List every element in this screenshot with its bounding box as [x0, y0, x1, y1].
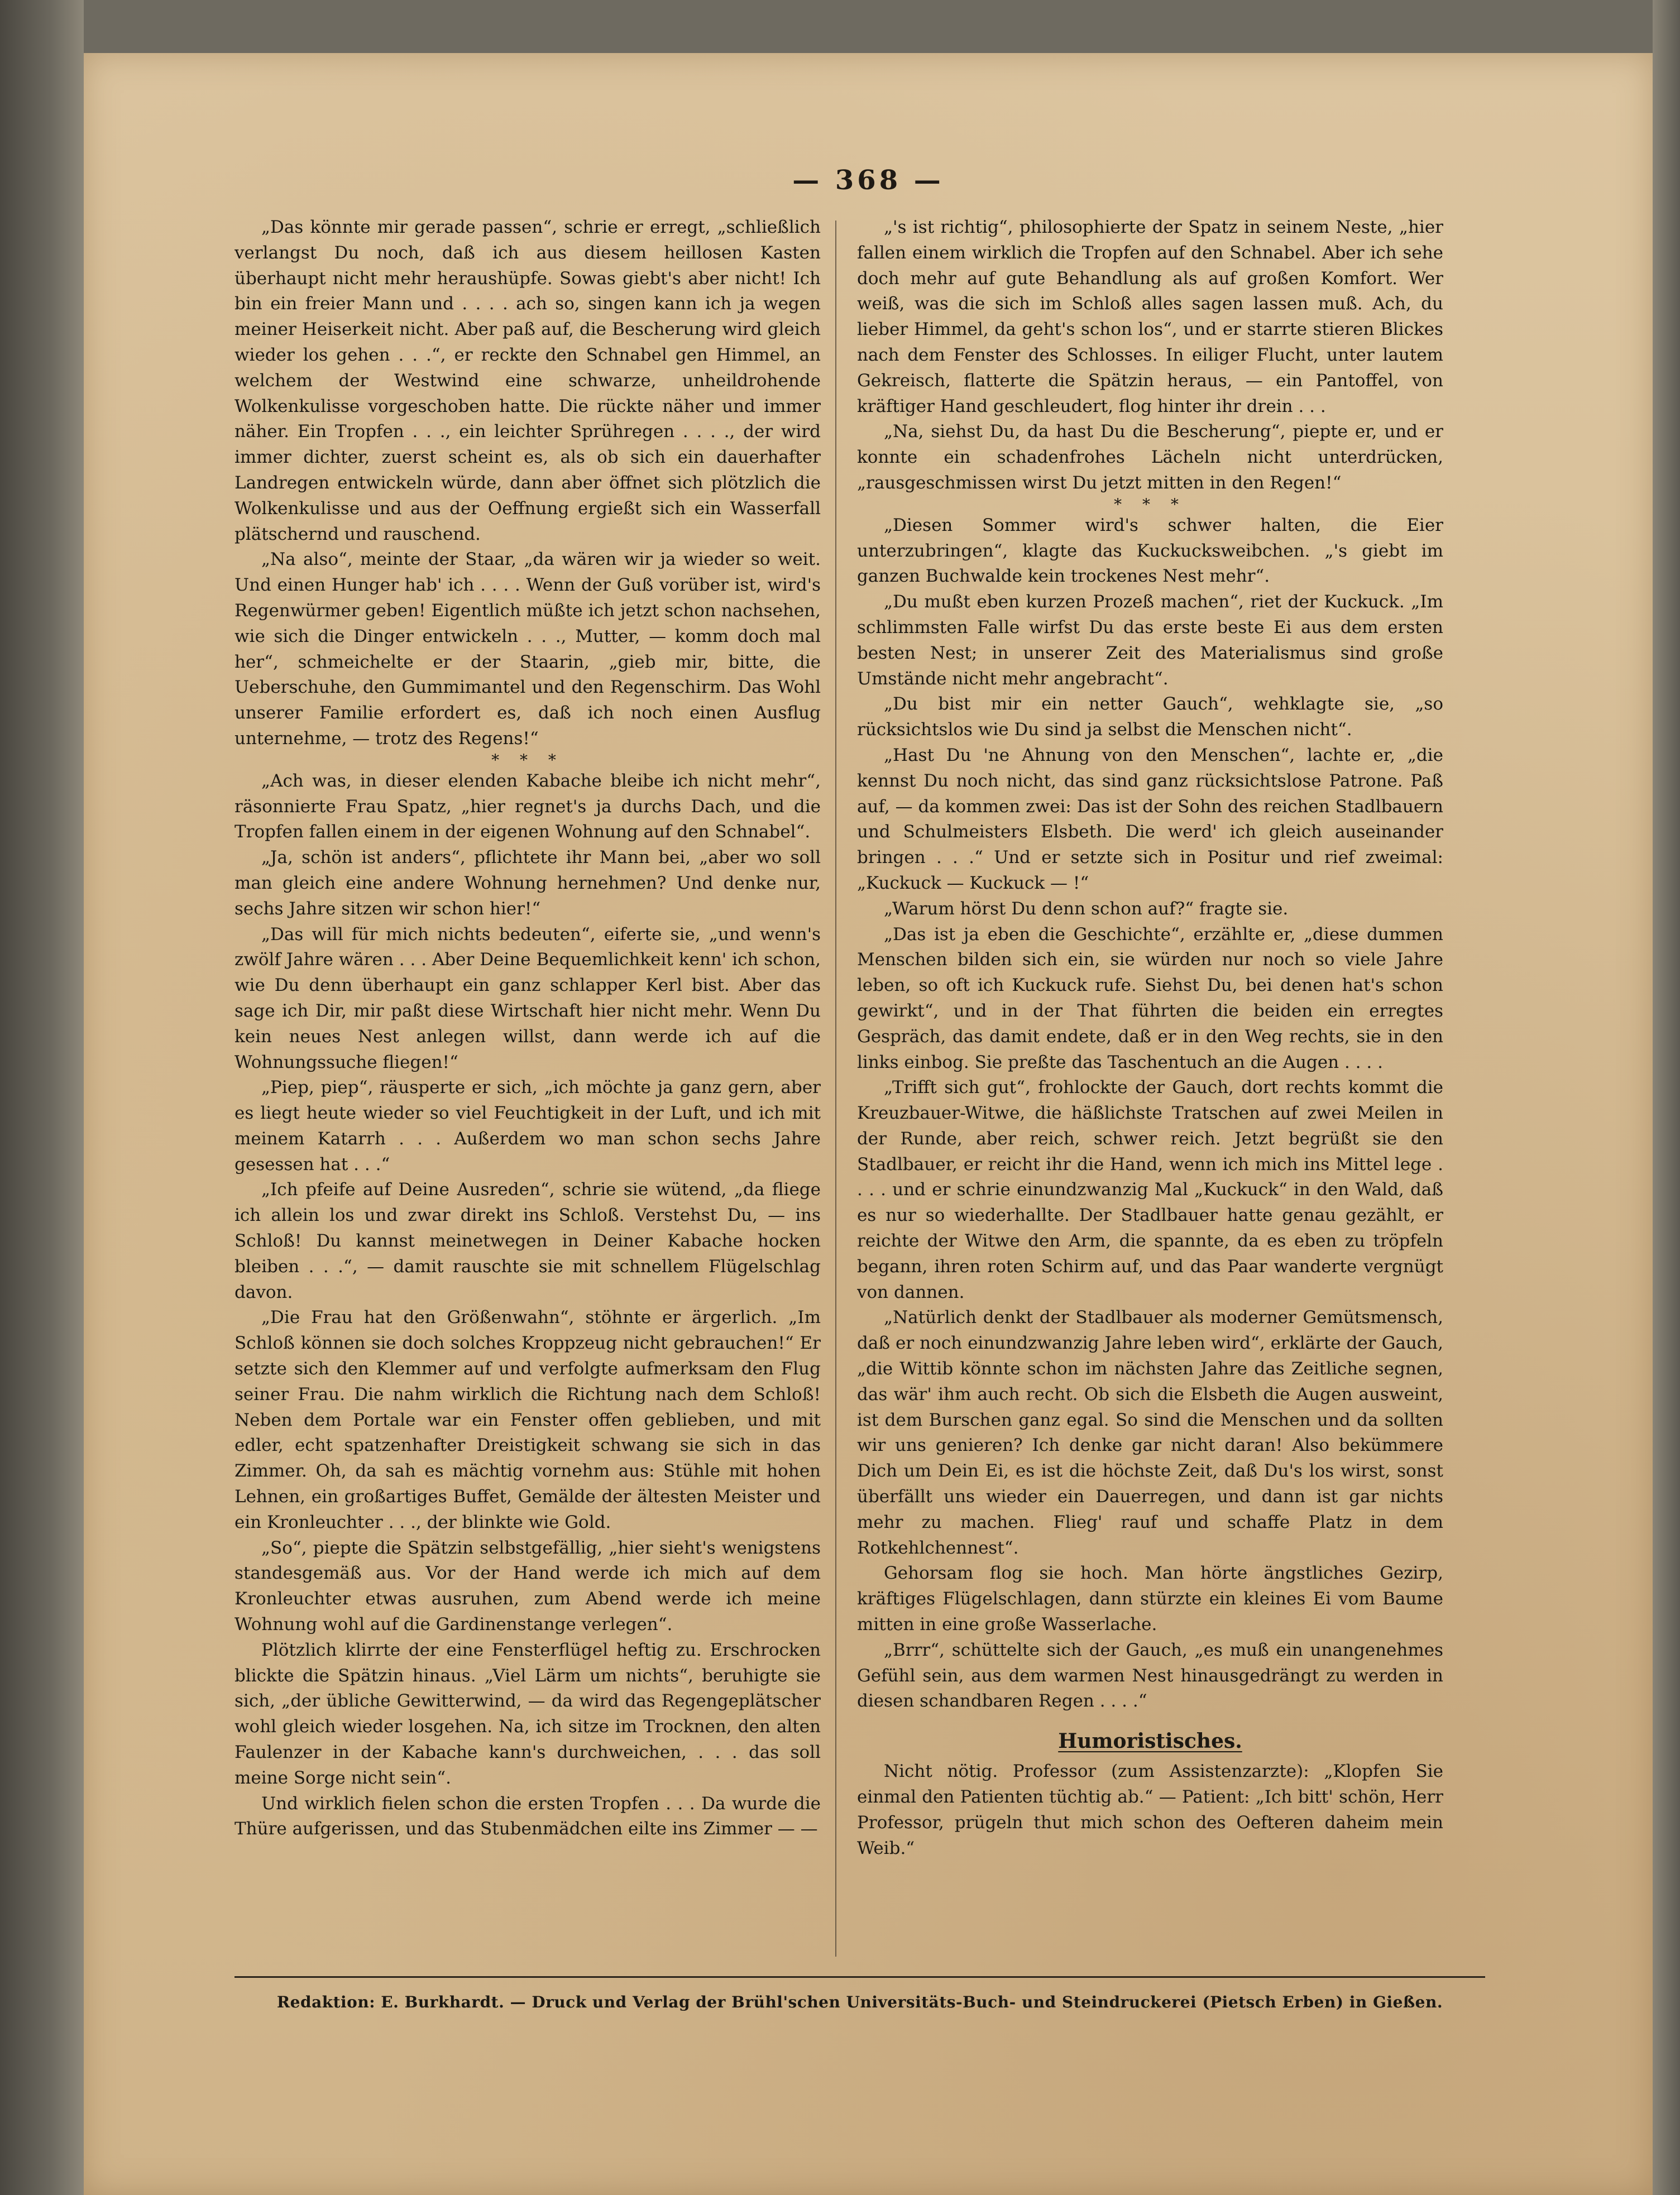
- paragraph: „Ja, schön ist anders“, pflichtete ihr Mann bei, „aber wo soll man gleich eine andere Wohnung hernehmen? Und denke nur, sechs Jahre sitzen wir schon hier!“: [234, 847, 821, 919]
- scan-edge-right: [1653, 0, 1680, 2195]
- scan-edge-left: [0, 0, 84, 2195]
- paragraph: „Piep, piep“, räusperte er sich, „ich möchte ja ganz gern, aber es liegt heute wieder so viel Feuchtigkeit in der Luft, und ich mit meinem Katarrh . . . Außerdem wo man schon sechs Jahre gesessen hat . . .“: [234, 1077, 821, 1175]
- humor-section-title: Humoristisches.: [1058, 1729, 1242, 1753]
- paragraph: „So“, piepte die Spätzin selbstgefällig, „hier sieht's wenigstens standesgemäß aus. Vor der Hand werde ich mich auf dem Kronleuchter etwas ausruhen, zum Abend werde ich meine Wohnung wohl auf die Gardinenstange verlegen“.: [234, 1537, 821, 1635]
- left-column: [234, 215, 821, 1957]
- paragraph: „Das ist ja eben die Geschichte“, erzählte er, „diese dummen Menschen bilden sich ein, sie würden nur noch so viele Jahre leben, so oft ich Kuckuck rufe. Siehst Du, bei denen hat's schon gewirkt“, und in der That führten die beiden ein erregtes Gespräch, das damit endete, daß er in den Weg rechts, sie in den links einbog. Sie preßte das Taschentuch an die Augen . . . .: [857, 924, 1443, 1072]
- humor-paragraph: Nicht nötig. Professor (zum Assistenzarzte): „Klopfen Sie einmal den Patienten tüchtig ab.“ — Patient: „Ich bitt' schön, Herr Professor, prügeln thut mich schon des Oefteren daheim mein Weib.“: [857, 1761, 1443, 1858]
- imprint-footer: Redaktion: E. Burkhardt. — Druck und Verlag der Brühl'schen Universitäts-Buch- und Steindruckerei (Pietsch Erben) in Gießen.: [276, 1993, 1443, 2011]
- paragraph: Gehorsam flog sie hoch. Man hörte ängstliches Gezirp, kräftiges Flügelschlagen, dann stürzte ein kleines Ei vom Baume mitten in eine große Wasserlache.: [857, 1563, 1443, 1635]
- paragraph: „'s ist richtig“, philosophierte der Spatz in seinem Neste, „hier fallen einem wirklich die Tropfen auf den Schnabel. Aber ich sehe doch mehr auf gute Behandlung als auf großen Komfort. Wer weiß, was die sich im Schloß alles sagen lassen muß. Ach, du lieber Himmel, da geht's schon los“, und er starrte stieren Blickes nach dem Fenster des Schlosses. In eiliger Flucht, unter lautem Gekreisch, flatterte die Spätzin heraus, — ein Pantoffel, von kräftiger Hand geschleudert, flog hinter ihr drein . . .: [857, 217, 1443, 416]
- paragraph: „Ach was, in dieser elenden Kabache bleibe ich nicht mehr“, räsonnierte Frau Spatz, „hier regnet's ja durchs Dach, und die Tropfen fallen einem in der eigenen Wohnung auf den Schnabel“.: [234, 770, 821, 842]
- paragraph: „Hast Du 'ne Ahnung von den Menschen“, lachte er, „die kennst Du noch nicht, das sind ganz rücksichtslose Patrone. Paß auf, — da kommen zwei: Das ist der Sohn des reichen Stadlbauern und Schulmeisters Elsbeth. Die werd' ich gleich auseinander bringen . . .“ Und er setzte sich in Positur und rief zweimal: „Kuckuck — Kuckuck — !“: [857, 745, 1443, 893]
- right-column: [857, 215, 1443, 1957]
- paragraph: „Das will für mich nichts bedeuten“, eiferte sie, „und wenn's zwölf Jahre wären . . . Aber Deine Bequemlichkeit kenn' ich schon, wie Du denn überhaupt ein ganz schlapper Kerl bist. Aber das sage ich Dir, mir paßt diese Wirtschaft hier nicht mehr. Wenn Du kein neues Nest anlegen willst, dann werde ich auf die Wohnungssuche fliegen!“: [234, 924, 821, 1072]
- paragraph: „Natürlich denkt der Stadlbauer als moderner Gemütsmensch, daß er noch einundzwanzig Jahre leben wird“, erklärte der Gauch, „die Wittib könnte schon im nächsten Jahre das Zeitliche segnen, das wär' ihm auch recht. Ob sich die Elsbeth die Augen ausweint, ist dem Burschen ganz egal. So sind die Menschen und da sollten wir uns genieren? Ich denke gar nicht daran! Also bekümmere Dich um Dein Ei, es ist die höchste Zeit, daß Du's los wirst, sonst überfällt uns wieder ein Dauerregen, und dann ist gar nichts mehr zu machen. Flieg' rauf und schaffe Platz in dem Rotkehlchennest“.: [857, 1307, 1443, 1558]
- paragraph: „Warum hörst Du denn schon auf?“ fragte sie.: [884, 898, 1289, 919]
- section-divider: * * *: [491, 750, 564, 769]
- section-divider: * * *: [1114, 495, 1186, 514]
- paragraph: Plötzlich klirrte der eine Fensterflügel heftig zu. Erschrocken blickte die Spätzin hinaus. „Viel Lärm um nichts“, beruhigte sie sich, „der übliche Gewitterwind, — da wird das Regengeplätscher wohl gleich wieder losgehen. Na, ich sitze im Trocknen, den alten Faulenzer in der Kabache kann's durchweichen, . . . das soll meine Sorge nicht sein“.: [234, 1640, 821, 1788]
- paragraph: „Das könnte mir gerade passen“, schrie er erregt, „schließlich verlangst Du noch, daß ich aus diesem heillosen Kasten überhaupt nicht mehr heraushüpfe. Sowas giebt's aber nicht! Ich bin ein freier Mann und . . . . ach so, singen kann ich ja wegen meiner Heiserkeit nicht. Aber paß auf, die Bescherung wird gleich wieder los gehen . . .“, er reckte den Schnabel gen Himmel, an welchem der Westwind eine schwarze, unheildrohende Wolkenkulisse vorgeschoben hatte. Die rückte näher und immer näher. Ein Tropfen . . ., ein leichter Sprühregen . . . ., der wird immer dichter, zuerst scheint es, als ob sich ein dauerhafter Landregen entwickeln würde, dann aber öffnet sich plötzlich die Wolkenkulisse und aus der Oeffnung ergießt sich ein Wasserfall plätschernd und rauschend.: [234, 217, 821, 544]
- paragraph: „Na, siehst Du, da hast Du die Bescherung“, piepte er, und er konnte ein schadenfrohes Lächeln nicht unterdrücken, „rausgeschmissen wirst Du jetzt mitten in den Regen!“: [857, 421, 1443, 493]
- paragraph: „Du bist mir ein netter Gauch“, wehklagte sie, „so rücksichtslos wie Du sind ja selbst die Menschen nicht“.: [857, 694, 1443, 740]
- paragraph: „Diesen Sommer wird's schwer halten, die Eier unterzubringen“, klagte das Kuckucksweibchen. „'s giebt im ganzen Buchwalde kein trockenes Nest mehr“.: [857, 515, 1443, 587]
- paragraph: „Die Frau hat den Größenwahn“, stöhnte er ärgerlich. „Im Schloß können sie doch solches Kroppzeug nicht gebrauchen!“ Er setzte sich den Klemmer auf und verfolgte aufmerksam den Flug seiner Frau. Die nahm wirklich die Richtung nach dem Schloß! Neben dem Portale war ein Fenster offen geblieben, und mit edler, echt spatzenhafter Dreistigkeit schwang sie sich in das Zimmer. Oh, da sah es mächtig vornehm aus: Stühle mit hohen Lehnen, ein großartiges Buffet, Gemälde der ältesten Meister und ein Kronleuchter . . ., der blinkte wie Gold.: [234, 1307, 821, 1532]
- paragraph: „Na also“, meinte der Staar, „da wären wir ja wieder so weit. Und einen Hunger hab' ich . . . . Wenn der Guß vorüber ist, wird's Regenwürmer geben! Eigentlich müßte ich jetzt schon nachsehen, wie sich die Dinger entwickeln . . ., Mutter, — komm doch mal her“, schmeichelte er der Staarin, „gieb mir, bitte, die Ueberschuhe, den Gummimantel und den Regenschirm. Das Wohl unserer Familie erfordert es, daß ich noch einen Ausflug unternehme, — trotz des Regens!“: [234, 549, 821, 749]
- paragraph: „Du mußt eben kurzen Prozeß machen“, riet der Kuckuck. „Im schlimmsten Falle wirfst Du das erste beste Ei aus dem ersten besten Nest; in unserer Zeit des Materialismus sind große Umstände nicht mehr angebracht“.: [857, 592, 1443, 689]
- page-number: — 368 —: [792, 165, 944, 196]
- newspaper-page: [84, 53, 1653, 2195]
- paragraph: „Trifft sich gut“, frohlockte der Gauch, dort rechts kommt die Kreuzbauer-Witwe, die häßlichste Tratschen auf zwei Meilen in der Runde, aber reich, schwer reich. Jetzt begrüßt sie den Stadlbauer, er reicht ihr die Hand, wenn ich mich ins Mittel lege . . . . und er schrie einundzwanzig Mal „Kuckuck“ in den Wald, daß es nur so wiederhallte. Der Stadlbauer hatte genau gezählt, er reichte der Witwe den Arm, die spannte, da es eben zu tröpfeln begann, ihren roten Schirm auf, und das Paar wanderte vergnügt von dannen.: [857, 1077, 1443, 1302]
- footer-rule: [234, 1976, 1485, 1978]
- paragraph: „Brrr“, schüttelte sich der Gauch, „es muß ein unangenehmes Gefühl sein, aus dem warmen Nest hinausgedrängt zu werden in diesen schandbaren Regen . . . .“: [857, 1640, 1443, 1712]
- paragraph: „Ich pfeife auf Deine Ausreden“, schrie sie wütend, „da fliege ich allein los und zwar direkt ins Schloß. Verstehst Du, — ins Schloß! Du kannst meinetwegen in Deiner Kabache hocken bleiben . . .“, — damit rauschte sie mit schnellem Flügelschlag davon.: [234, 1180, 821, 1302]
- paragraph: Und wirklich fielen schon die ersten Tropfen . . . Da wurde die Thüre aufgerissen, und das Stubenmädchen eilte ins Zimmer — —: [234, 1793, 821, 1839]
- column-rule: [835, 221, 836, 1957]
